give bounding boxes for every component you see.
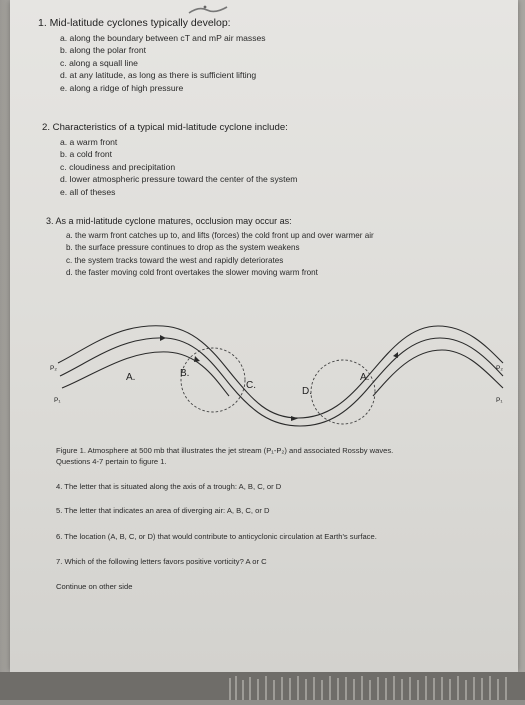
q1-option-e: e. along a ridge of high pressure: [60, 82, 184, 93]
q2-option-a: a. a warm front: [60, 136, 118, 147]
label-p1-right: P₁: [496, 397, 503, 404]
label-b: B.: [180, 368, 190, 379]
label-a-right: A.: [360, 372, 370, 383]
q3-option-d: d. the faster moving cold front overtakes the slower moving warm front: [66, 268, 318, 278]
question-1: [38, 17, 266, 94]
arrow-descending: [194, 356, 200, 362]
label-p2-left: P₂: [50, 365, 57, 372]
q3-option-a: a. the warm front catches up to, and lifts (forces) the cold front up and over warmer air: [66, 230, 374, 240]
arrow-ridge-left: [160, 335, 166, 341]
q2-option-b: b. a cold front: [60, 149, 113, 160]
arrow-trough: [291, 416, 298, 421]
q2-option-c: c. cloudiness and precipitation: [60, 161, 176, 172]
jet-stream-lines: [58, 326, 503, 426]
question-7: 7. Which of the following letters favors positive vorticity? A or C: [56, 557, 267, 566]
label-p1-left: P₁: [54, 397, 61, 404]
dashed-circles: [181, 348, 375, 424]
pen-mark: [185, 4, 231, 16]
jet-stream-outer-line: [58, 326, 503, 418]
q1-option-b: b. along the polar front: [60, 45, 146, 56]
question-3-title: 3. As a mid-latitude cyclone matures, occlusion may occur as:: [46, 216, 292, 226]
question-3: [46, 215, 374, 280]
worksheet-page: [10, 0, 518, 672]
question-1-title: 1. Mid-latitude cyclones typically develop:: [38, 17, 231, 29]
binding-texture: [0, 672, 525, 700]
q3-option-b: b. the surface pressure continues to drop as the system weakens: [66, 243, 300, 253]
question-6: 6. The location (A, B, C, or D) that would contribute to anticyclonic circulation at Earth's surface.: [56, 532, 377, 541]
label-c: C.: [246, 380, 256, 391]
jet-stream-inner-line: [62, 352, 229, 396]
q2-option-d: d. lower atmospheric pressure toward the center of the system: [60, 174, 298, 185]
question-2: [42, 121, 297, 198]
q1-option-d: d. at any latitude, as long as there is sufficient lifting: [60, 70, 257, 81]
figure-caption: Figure 1. Atmosphere at 500 mb that illustrates the jet stream (P₁-P₂) and associated Rossby waves.: [56, 446, 394, 455]
figure-questions-note: Questions 4-7 pertain to figure 1.: [56, 457, 167, 466]
question-4: 4. The letter that is situated along the axis of a trough: A, B, C, or D: [56, 482, 282, 491]
q1-option-a: a. along the boundary between cT and mP air masses: [60, 32, 266, 43]
q1-option-c: c. along a squall line: [60, 57, 138, 68]
label-a: A.: [126, 372, 136, 383]
notebook-binding: [0, 672, 525, 700]
rossby-wave-diagram: [48, 318, 508, 428]
label-d: D.: [302, 386, 312, 397]
label-p2-right: P₂: [496, 365, 503, 372]
arrow-ridge-right: [393, 352, 398, 358]
question-5: 5. The letter that indicates an area of diverging air: A, B, C, or D: [56, 506, 270, 515]
q2-option-e: e. all of theses: [60, 186, 116, 197]
continue-note: Continue on other side: [56, 582, 133, 591]
question-2-title: 2. Characteristics of a typical mid-latitude cyclone include:: [42, 122, 288, 133]
q3-option-c: c. the system tracks toward the west and rapidly deteriorates: [66, 255, 284, 265]
